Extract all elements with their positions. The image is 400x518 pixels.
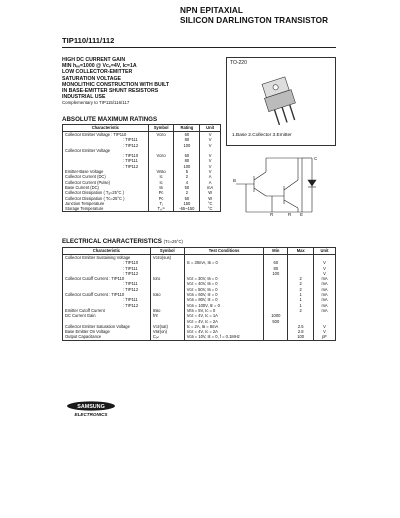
- circuit-label-e: E: [300, 212, 304, 216]
- table-cell: 2: [174, 190, 200, 195]
- table-header: Rating: [174, 125, 200, 132]
- table-cell: 80: [174, 137, 200, 142]
- table-cell: 100: [174, 164, 200, 169]
- pin-legend: 1.Base 2.Collector 3.Emitter: [232, 133, 292, 138]
- table-cell: W: [200, 196, 221, 201]
- table-cell: mA: [314, 297, 336, 302]
- table-cell: 150: [174, 201, 200, 206]
- table-cell: V: [314, 324, 336, 329]
- table-cell: 2: [288, 308, 314, 313]
- table-cell: Vᴄᴇ = 4V, Iᴄ = 2A: [184, 319, 264, 324]
- table-cell: Iʙ: [148, 185, 174, 190]
- part-number: TIP110/111/112: [62, 36, 115, 45]
- table-cell: : TIP111: [123, 137, 138, 143]
- table-cell: Collector Cutoff Current : TIP110: [65, 292, 125, 298]
- table-cell: Base Emitter On Voltage: [65, 329, 110, 335]
- table-header: Unit: [200, 125, 221, 132]
- table-cell: : TIP111: [123, 265, 138, 271]
- table-cell: Junction Temperature: [65, 200, 105, 206]
- elec-title-text: ELECTRICAL CHARACTERISTICS: [62, 238, 162, 245]
- table-cell: hᶠᴇ: [150, 313, 184, 318]
- table-header: Characteristic: [63, 248, 151, 255]
- table-cell: Vᴄᴇ = 4V, Iᴄ = 2A: [184, 329, 264, 334]
- table-cell: 2: [288, 276, 314, 281]
- table-cell: mA: [314, 303, 336, 308]
- table-cell: : TIP111: [123, 297, 138, 303]
- table-cell: Iᴄ = 2A, Iʙ = 8mA: [184, 324, 264, 329]
- header-divider: [62, 47, 336, 48]
- table-cell: Iᴄᴇᴏ: [150, 276, 184, 281]
- table-cell: : TIP112: [123, 163, 139, 169]
- table-header: Min: [264, 248, 288, 255]
- table-cell: °C: [200, 206, 221, 212]
- table-cell: Iᴄʙᴏ: [150, 292, 184, 297]
- table-cell: Vᴄᴇ = 4V, Iᴄ = 1A: [184, 313, 264, 318]
- table-cell: V: [200, 143, 221, 148]
- feature-item: LOW COLLECTOR-EMITTER: [62, 69, 133, 76]
- table-cell: 100: [288, 334, 314, 340]
- table-cell: 60: [174, 132, 200, 138]
- table-header: Symbol: [148, 125, 174, 132]
- table-cell: 80: [174, 158, 200, 163]
- table-cell: Pᴄ: [148, 196, 174, 201]
- logo-subtitle: ELECTRONICS: [74, 412, 108, 417]
- table-cell: V: [200, 132, 221, 138]
- circuit-label-r1: R: [270, 212, 274, 216]
- table-cell: mA: [314, 276, 336, 281]
- table-cell: 100: [174, 143, 200, 148]
- table-cell: Collector Current (DC): [65, 174, 106, 180]
- table-cell: V: [314, 260, 336, 265]
- table-cell: Iᴄ: [148, 180, 174, 185]
- table-header: Unit: [314, 248, 336, 255]
- table-cell: Vᴄᴇ = 50V, Iʙ = 0: [184, 287, 264, 292]
- table-cell: Storage Temperature: [65, 206, 104, 212]
- table-cell: mA: [314, 308, 336, 313]
- table-cell: 500: [264, 319, 288, 324]
- table-cell: Collector Dissipation ( Tₐ=25°C ): [65, 190, 124, 196]
- table-cell: : TIP110: [123, 153, 139, 159]
- table-cell: : TIP111: [123, 281, 138, 287]
- table-cell: Vᴄᴇᴏ(sus): [150, 255, 184, 261]
- table-cell: V: [200, 169, 221, 174]
- table-cell: 5: [174, 169, 200, 174]
- feature-list: [62, 57, 169, 107]
- table-cell: Vᴄᴇᴏ: [148, 132, 174, 138]
- table-cell: Emitter Cutoff Current: [65, 307, 105, 313]
- table-cell: 1000: [264, 313, 288, 318]
- table-cell: Vʙᴇ(on): [150, 329, 184, 334]
- table-cell: : TIP110: [123, 260, 139, 266]
- feature-item: MONOLITHIC CONSTRUCTION WITH BUILT: [62, 81, 170, 88]
- table-cell: V: [314, 271, 336, 276]
- abs-max-table: [62, 124, 221, 212]
- table-cell: Vᴄᴇᴏ: [148, 153, 174, 158]
- feature-item: MIN hₑₑ=1000 @ Vᴄₑ=4V, Iᴄ=1A: [62, 63, 137, 70]
- table-header: Characteristic: [63, 125, 149, 132]
- table-cell: 2.5: [288, 324, 314, 329]
- table-cell: A: [200, 180, 221, 185]
- table-cell: -65~150: [174, 206, 200, 212]
- table-cell: 80: [264, 266, 288, 271]
- table-cell: V: [200, 164, 221, 169]
- table-cell: Pᴄ: [148, 190, 174, 195]
- table-cell: V: [200, 158, 221, 163]
- table-cell: Emitter-Base Voltage: [65, 169, 104, 175]
- table-cell: 2: [288, 281, 314, 286]
- feature-item: IN BASE-EMITTER SHUNT RESISTORS: [62, 88, 159, 95]
- table-cell: : TIP112: [123, 302, 139, 308]
- table-cell: 50: [174, 196, 200, 201]
- table-row: [63, 206, 221, 212]
- title-line-1: NPN EPITAXIAL: [180, 6, 244, 15]
- table-cell: Vᴇʙᴏ: [148, 169, 174, 174]
- circuit-label-r2: R: [288, 212, 292, 216]
- table-cell: Collector Emitter Sustaining Voltage: [65, 255, 131, 260]
- logo-text: SAMSUNG: [77, 404, 105, 410]
- table-cell: 2: [174, 174, 200, 179]
- document-title: [180, 6, 328, 26]
- circuit-label-b: B: [233, 178, 237, 183]
- feature-item: HIGH DC CURRENT GAIN: [62, 57, 126, 63]
- table-cell: Vᴄʙ = 100V, Iᴇ = 0: [184, 303, 264, 308]
- table-cell: Collector Cutoff Current : TIP110: [65, 276, 125, 282]
- table-cell: V: [314, 329, 336, 334]
- table-header: Max: [288, 248, 314, 255]
- table-cell: Vᴄᴇ = 40V, Iʙ = 0: [184, 281, 264, 286]
- samsung-logo: [66, 401, 116, 411]
- table-cell: 2.8: [288, 329, 314, 334]
- table-cell: 1: [288, 292, 314, 297]
- table-cell: : TIP111: [123, 158, 138, 164]
- table-cell: Cₒₙ: [150, 334, 184, 340]
- table-cell: Output Capacitance: [65, 334, 102, 340]
- complement-note: Complementary to TIP115/116/117: [62, 100, 130, 106]
- elec-table: [62, 247, 336, 341]
- table-header: Symbol: [150, 248, 184, 255]
- table-cell: 50: [174, 185, 200, 190]
- table-cell: Iᴄ = 30mA, Iʙ = 0: [184, 260, 264, 265]
- feature-item: SATURATION VOLTAGE: [62, 75, 121, 82]
- table-cell: 60: [174, 153, 200, 158]
- table-row: [63, 334, 336, 340]
- table-cell: 100: [264, 271, 288, 276]
- table-cell: W: [200, 190, 221, 195]
- title-line-2: SILICON DARLINGTON TRANSISTOR: [180, 16, 329, 25]
- table-cell: mA: [200, 185, 221, 190]
- table-cell: V: [200, 137, 221, 142]
- elec-title: [62, 238, 183, 245]
- table-cell: 1: [288, 303, 314, 308]
- abs-max-title: ABSOLUTE MAXIMUM RATINGS: [62, 116, 158, 123]
- table-cell: DC Current Gain: [65, 313, 96, 319]
- table-header: Test Conditions: [184, 248, 264, 255]
- table-cell: mA: [314, 287, 336, 292]
- table-cell: mA: [314, 292, 336, 297]
- table-cell: °C: [200, 201, 221, 206]
- feature-item: INDUSTRIAL USE: [62, 94, 106, 101]
- elec-title-condition: (Tᴄ=25°C): [163, 239, 183, 244]
- table-cell: : TIP112: [123, 286, 139, 292]
- table-cell: Collector Emitter Saturation Voltage: [65, 323, 130, 329]
- table-cell: Collector Dissipation ( Tᴄ=25°C ): [65, 195, 125, 201]
- table-cell: Vᴄʙ = 10V, Iᴇ = 0, f = 0.1MHz: [184, 334, 264, 340]
- table-cell: Base Current (DC): [65, 184, 99, 190]
- table-cell: 2: [288, 287, 314, 292]
- table-cell: Iᴇʙᴏ: [150, 308, 184, 313]
- table-cell: A: [200, 174, 221, 179]
- table-cell: : TIP112: [123, 142, 139, 148]
- table-cell: V: [200, 153, 221, 158]
- table-cell: Vᴄʙ = 80V, Iᴇ = 0: [184, 297, 264, 302]
- table-cell: mA: [314, 281, 336, 286]
- table-cell: Tⱼ: [148, 201, 174, 206]
- table-cell: V: [314, 266, 336, 271]
- table-cell: [264, 334, 288, 340]
- table-cell: : TIP112: [123, 270, 139, 276]
- package-label: TO-220: [230, 60, 247, 66]
- to220-package-illustration: [250, 72, 320, 128]
- darlington-equivalent-circuit: [232, 150, 336, 216]
- table-cell: Collector Emitter Voltage: [65, 147, 111, 153]
- table-cell: Tₛₜᴳ: [148, 206, 174, 212]
- table-cell: 1: [288, 297, 314, 302]
- table-cell: Vᴄᴇ = 30V, Iʙ = 0: [184, 276, 264, 281]
- table-cell: Collector Current (Pulse): [65, 179, 111, 185]
- table-cell: Iᴄ: [148, 174, 174, 179]
- table-cell: Collector Emitter Voltage : TIP110: [65, 132, 127, 137]
- table-cell: Vᴄʙ = 60V, Iᴇ = 0: [184, 292, 264, 297]
- table-cell: 4: [174, 180, 200, 185]
- circuit-label-c: C: [314, 156, 318, 161]
- table-cell: pF: [314, 334, 336, 340]
- table-cell: 60: [264, 260, 288, 265]
- table-cell: Vᴇʙ = 5V, Iᴄ = 0: [184, 308, 264, 313]
- table-cell: Vᴄᴇ(sat): [150, 324, 184, 329]
